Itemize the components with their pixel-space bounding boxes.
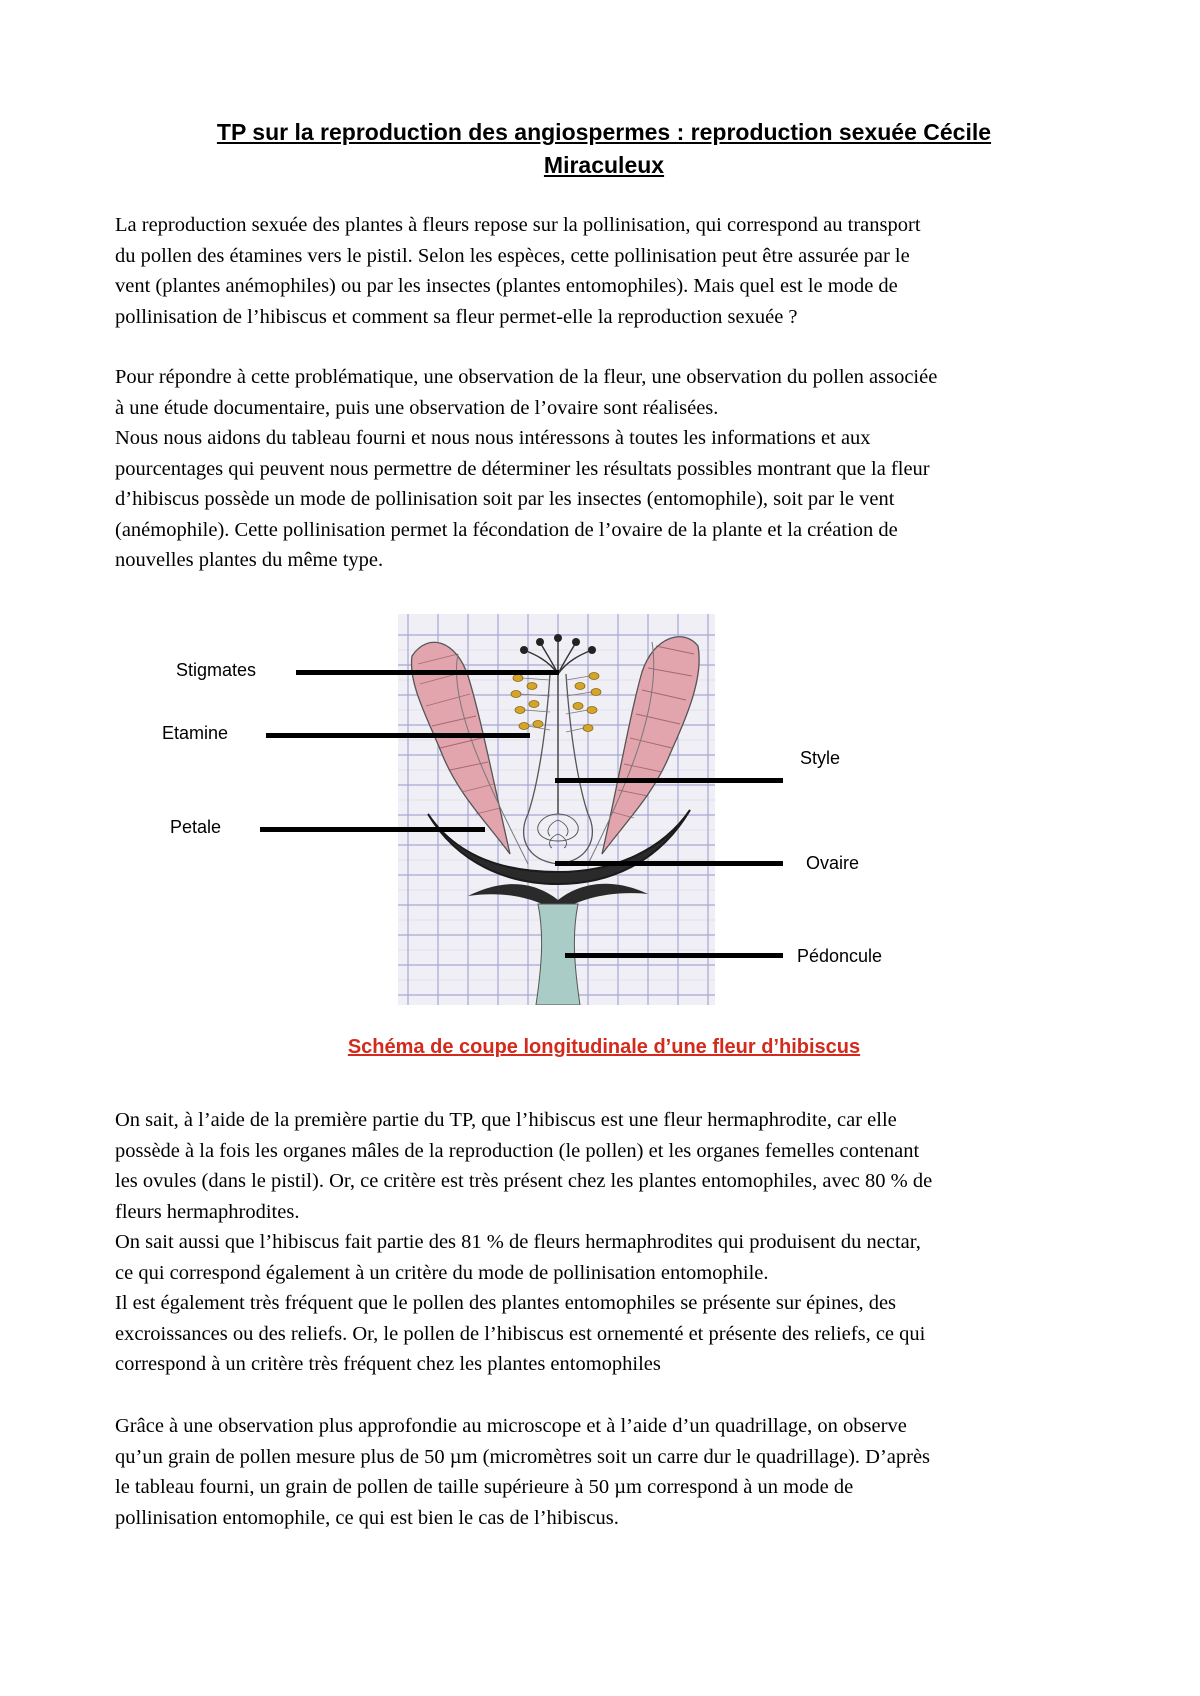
text-line: les ovules (dans le pistil). Or, ce critère est très présent chez les plantes entomophiles, avec 80 % de [115, 1170, 933, 1192]
text-line: Pour répondre à cette problématique, une observation de la fleur, une observation du pollen associée [115, 366, 938, 388]
label-stigmates: Stigmates [176, 660, 257, 680]
text-line: pollinisation de l’hibiscus et comment sa fleur permet-elle la reproduction sexuée ? [115, 305, 798, 328]
leader-line-etamine [266, 733, 530, 738]
text-line: vent (plantes anémophiles) ou par les insectes (plantes entomophiles). Mais quel est le mode de [115, 275, 898, 297]
text-line: pollinisation entomophile, ce qui est bien le cas de l’hibiscus. [115, 1506, 619, 1529]
label-ovaire: Ovaire [806, 853, 860, 873]
title-line-1: TP sur la reproduction des angiospermes : reproduction sexuée Cécile [216, 119, 992, 145]
leader-line-ovaire [555, 861, 783, 866]
label-petale: Petale [170, 817, 222, 837]
text-line: possède à la fois les organes mâles de la reproduction (le pollen) et les organes femelles contenant [115, 1139, 920, 1162]
page-title [115, 116, 1093, 182]
leader-line-pedoncule [565, 953, 783, 958]
figure-caption: Schéma de coupe longitudinale d’une fleur d’hibiscus [347, 1036, 861, 1058]
intro-paragraph [115, 210, 1110, 332]
method-paragraph [115, 362, 1110, 576]
text-line: qu’un grain de pollen mesure plus de 50 µm (micromètres soit un carre dur le quadrillage). D’après [115, 1445, 931, 1468]
leader-line-stigmates [296, 670, 559, 675]
text-line: pourcentages qui peuvent nous permettre de déterminer les résultats possibles montrant que la fleur [115, 457, 930, 480]
leader-line-petale [260, 827, 485, 832]
label-etamine: Etamine [162, 723, 229, 743]
text-line: d’hibiscus possède un mode de pollinisation soit par les insectes (entomophile), soit par le vent [115, 488, 895, 510]
title-line-2: Miraculeux [543, 152, 665, 178]
leader-line-style [555, 778, 783, 783]
text-line: ce qui correspond également à un critère du mode de pollinisation entomophile. [115, 1261, 769, 1284]
text-line: nouvelles plantes du même type. [115, 549, 384, 571]
microscope-paragraph [115, 1411, 1110, 1533]
findings-paragraph [115, 1105, 1110, 1380]
text-line: Nous nous aidons du tableau fourni et nous nous intéressons à toutes les informations et aux [115, 427, 871, 449]
text-line: On sait, à l’aide de la première partie du TP, que l’hibiscus est une fleur hermaphrodite, car elle [115, 1109, 897, 1131]
text-line: Il est également très fréquent que le pollen des plantes entomophiles se présente sur épines, des [115, 1292, 897, 1314]
flower-figure [0, 600, 1200, 1020]
text-line: du pollen des étamines vers le pistil. Selon les espèces, cette pollinisation peut être assurée par le [115, 244, 910, 267]
text-line: le tableau fourni, un grain de pollen de taille supérieure à 50 µm correspond à un mode de [115, 1476, 854, 1498]
text-line: fleurs hermaphrodites. [115, 1200, 300, 1223]
text-line: La reproduction sexuée des plantes à fleurs repose sur la pollinisation, qui correspond au transport [115, 214, 921, 236]
label-pedoncule: Pédoncule [797, 946, 883, 966]
text-line: (anémophile). Cette pollinisation permet la fécondation de l’ovaire de la plante et la création de [115, 518, 898, 541]
text-line: On sait aussi que l’hibiscus fait partie des 81 % de fleurs hermaphrodites qui produisent du nectar, [115, 1231, 921, 1253]
text-line: excroissances ou des reliefs. Or, le pollen de l’hibiscus est ornementé et présente des reliefs, ce qui [115, 1322, 926, 1345]
text-line: Grâce à une observation plus approfondie au microscope et à l’aide d’un quadrillage, on observe [115, 1415, 907, 1437]
label-style: Style [800, 748, 841, 768]
text-line: à une étude documentaire, puis une observation de l’ovaire sont réalisées. [115, 396, 719, 419]
text-line: correspond à un critère très fréquent chez les plantes entomophiles [115, 1353, 661, 1375]
